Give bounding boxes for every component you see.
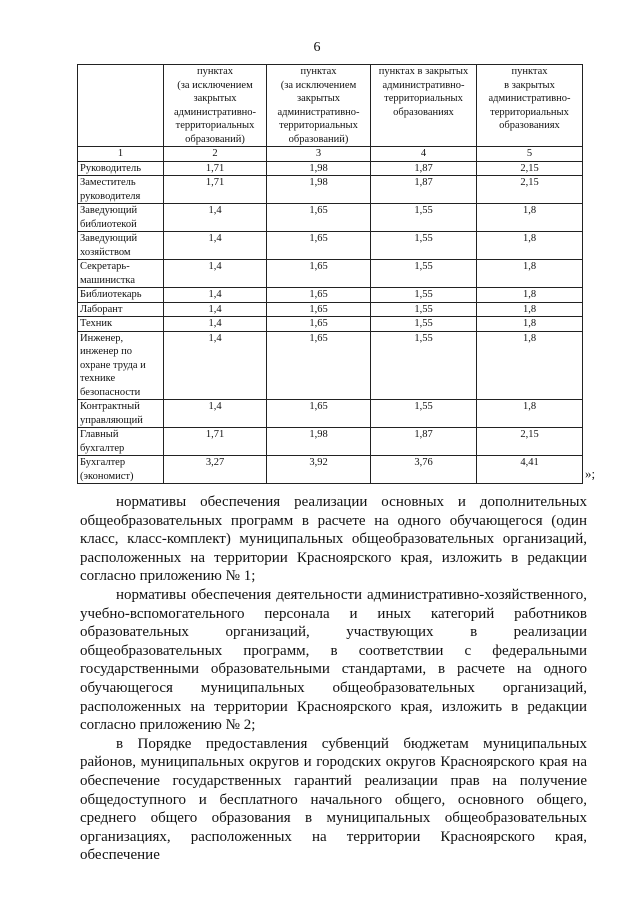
table-row xyxy=(78,232,583,260)
table-row xyxy=(78,302,583,317)
table-row xyxy=(78,317,583,332)
coefficient-cell: 1,55 xyxy=(371,204,477,232)
coefficient-cell: 1,98 xyxy=(267,428,371,456)
coefficient-cell: 1,4 xyxy=(164,260,267,288)
table-row xyxy=(78,400,583,428)
header-cell-col4: пунктах в закрытых административно- территориальных образованиях xyxy=(371,65,477,147)
coefficient-cell: 1,4 xyxy=(164,331,267,400)
coefficient-cell: 1,4 xyxy=(164,204,267,232)
body-text xyxy=(80,493,587,865)
paragraph-text: в Порядке предоставления субвенций бюджетам муниципальных районов, муниципальных округов и городских округов Красноярского края на обеспечение государственных гарантий реализации прав на получение общедоступного и бесплатного начального общего, основного общего, среднего общего образования в муниципальных общеобразовательных организациях, расположенных на территории Красноярского края, обеспечение xyxy=(80,735,587,864)
position-cell: Секретарь-машинистка xyxy=(78,260,164,288)
coefficient-cell: 3,92 xyxy=(267,456,371,484)
page-number: 6 xyxy=(313,40,321,55)
position-cell: Техник xyxy=(78,317,164,332)
coefficient-cell: 1,8 xyxy=(477,400,583,428)
table-row xyxy=(78,288,583,303)
coefficient-cell: 1,8 xyxy=(477,302,583,317)
coefficient-cell: 1,55 xyxy=(371,288,477,303)
coefficient-cell: 1,4 xyxy=(164,288,267,303)
coefficient-cell: 1,8 xyxy=(477,288,583,303)
header-cell-col3: пунктах (за исключением закрытых административно- территориальных образований) xyxy=(267,65,371,147)
coefficient-cell: 1,71 xyxy=(164,176,267,204)
position-cell: Руководитель xyxy=(78,161,164,176)
coefficient-cell: 1,8 xyxy=(477,260,583,288)
coefficient-cell: 1,65 xyxy=(267,400,371,428)
coefficient-cell: 1,71 xyxy=(164,161,267,176)
coefficient-cell: 2,15 xyxy=(477,176,583,204)
coefficient-cell: 1,71 xyxy=(164,428,267,456)
coefficient-cell: 1,55 xyxy=(371,331,477,400)
coefficient-cell: 1,8 xyxy=(477,204,583,232)
table-row xyxy=(78,331,583,400)
table-header-row xyxy=(78,65,583,147)
coefficient-cell: 1,87 xyxy=(371,161,477,176)
coefficient-cell: 1,4 xyxy=(164,317,267,332)
column-index-row xyxy=(78,147,583,162)
index-cell: 5 xyxy=(477,147,583,162)
coefficient-cell: 1,8 xyxy=(477,331,583,400)
coefficient-cell: 1,4 xyxy=(164,400,267,428)
position-cell: Главный бухгалтер xyxy=(78,428,164,456)
table-row xyxy=(78,176,583,204)
position-cell: Бухгалтер (экономист) xyxy=(78,456,164,484)
coefficient-cell: 1,8 xyxy=(477,232,583,260)
table-row xyxy=(78,260,583,288)
coefficient-cell: 1,55 xyxy=(371,232,477,260)
paragraph-text: нормативы обеспечения деятельности административно-хозяйственного, учебно-вспомогательного персонала и иных категорий работников образовательных организаций, участвующих в реализации общеобразовательных программ, в соответствии с федеральными государственными образовательными стандартами, в расчете на одного обучающегося муниципальных общеобразовательных организаций, расположенных на территории Красноярского края, изложить в редакции согласно приложению № 2; xyxy=(80,586,587,734)
coefficient-cell: 1,55 xyxy=(371,302,477,317)
position-cell: Заместитель руководителя xyxy=(78,176,164,204)
closing-quote-mark: »; xyxy=(585,466,596,481)
position-cell: Заведующий хозяйством xyxy=(78,232,164,260)
header-cell-position xyxy=(78,65,164,147)
table-row xyxy=(78,161,583,176)
coefficient-cell: 1,87 xyxy=(371,176,477,204)
coefficient-cell: 2,15 xyxy=(477,161,583,176)
coefficient-cell: 1,98 xyxy=(267,176,371,204)
coefficient-cell: 1,65 xyxy=(267,260,371,288)
coefficient-cell: 1,65 xyxy=(267,302,371,317)
coefficient-cell: 1,55 xyxy=(371,317,477,332)
header-cell-col2: пунктах (за исключением закрытых административно- территориальных образований) xyxy=(164,65,267,147)
coefficient-cell: 1,98 xyxy=(267,161,371,176)
table-row xyxy=(78,428,583,456)
coefficient-cell: 1,55 xyxy=(371,400,477,428)
position-cell: Инженер, инженер по охране труда и технике безопасности xyxy=(78,331,164,400)
coefficient-cell: 1,65 xyxy=(267,288,371,303)
coefficient-cell: 1,65 xyxy=(267,331,371,400)
paragraph xyxy=(80,586,587,735)
coefficient-cell: 2,15 xyxy=(477,428,583,456)
position-cell: Заведующий библиотекой xyxy=(78,204,164,232)
coefficient-cell: 3,76 xyxy=(371,456,477,484)
coefficient-cell: 1,87 xyxy=(371,428,477,456)
coefficient-cell: 3,27 xyxy=(164,456,267,484)
position-cell: Контрактный управляющий xyxy=(78,400,164,428)
table-row xyxy=(78,456,583,484)
index-cell: 4 xyxy=(371,147,477,162)
paragraph-text: нормативы обеспечения реализации основных и дополнительных общеобразовательных программ в расчете на одного обучающегося (один класс, класс-комплект) муниципальных общеобразовательных организаций, расположенных на территории Красноярского края, изложить в редакции согласно приложению № 1; xyxy=(80,494,587,585)
index-cell: 2 xyxy=(164,147,267,162)
position-cell: Лаборант xyxy=(78,302,164,317)
coefficient-cell: 1,65 xyxy=(267,232,371,260)
index-cell: 3 xyxy=(267,147,371,162)
coefficient-cell: 1,4 xyxy=(164,232,267,260)
coefficient-cell: 4,41 xyxy=(477,456,583,484)
paragraph xyxy=(80,493,587,586)
coefficient-cell: 1,8 xyxy=(477,317,583,332)
coefficient-cell: 1,65 xyxy=(267,204,371,232)
table-row xyxy=(78,204,583,232)
coefficient-cell: 1,4 xyxy=(164,302,267,317)
paragraph xyxy=(80,735,587,865)
header-cell-col5: пунктах в закрытых административно- территориальных образованиях xyxy=(477,65,583,147)
position-cell: Библиотекарь xyxy=(78,288,164,303)
index-cell: 1 xyxy=(78,147,164,162)
coefficient-cell: 1,65 xyxy=(267,317,371,332)
coefficient-cell: 1,55 xyxy=(371,260,477,288)
coefficients-table xyxy=(77,64,583,484)
